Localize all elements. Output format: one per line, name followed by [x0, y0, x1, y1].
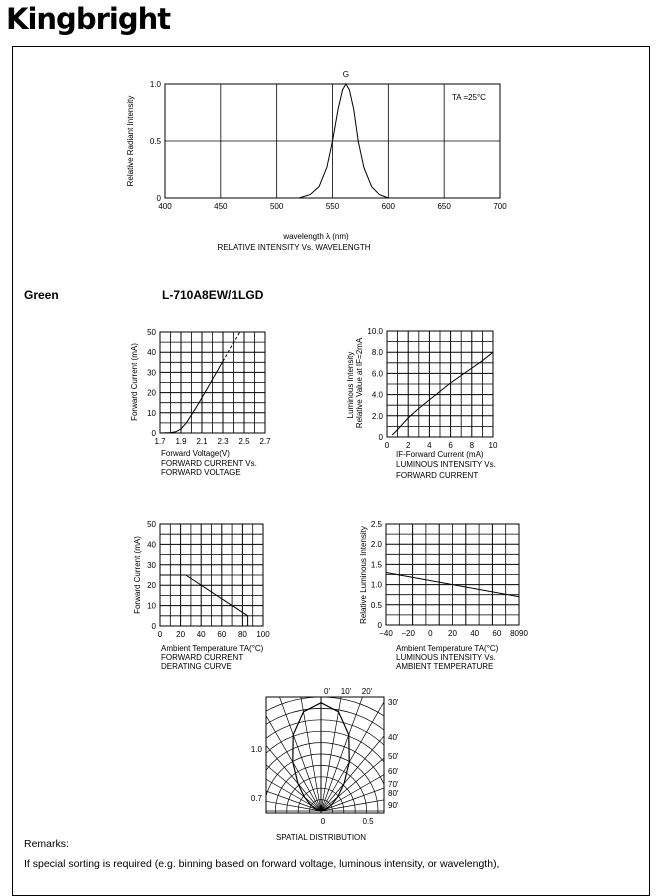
- spatial-radial-line: [321, 623, 389, 811]
- lum-temp-caption-1: LUMINOUS INTENSITY Vs.: [396, 653, 496, 662]
- lum_current-ytick-label: 4.0: [371, 390, 383, 400]
- iv-ylabel: Forward Current (mA): [130, 343, 139, 421]
- spectrum-xtick-label: 400: [158, 202, 172, 211]
- spectrum-ytick-label: 1.0: [149, 80, 161, 89]
- iv-caption-2: FORWARD VOLTAGE: [161, 468, 241, 477]
- spectrum-ytick-label: 0: [156, 194, 161, 203]
- spectrum-xtick-label: 600: [381, 202, 396, 211]
- lum_current-xtick-label: 8: [469, 441, 475, 450]
- spatial-angle-label: 70': [388, 780, 399, 789]
- derating-xtick-label: 20: [176, 630, 186, 639]
- spatial-radial-label: 1.0: [250, 745, 262, 754]
- lum_current-chart: [346, 327, 498, 480]
- spatial-angle-label: 90': [388, 801, 399, 810]
- derating-ytick-label: 50: [147, 520, 156, 529]
- spatial-radial-line: [148, 711, 321, 811]
- lum-temp-ylabel: Relative Luminous Intensity: [359, 526, 368, 624]
- spectrum-xtick-label: 450: [214, 202, 228, 211]
- iv-ytick-label: 40: [147, 348, 156, 358]
- lum_temp-ytick-label: 0.5: [370, 600, 382, 610]
- derating-ytick-label: 20: [147, 581, 156, 591]
- lum_current-ytick-label: 0: [378, 433, 383, 442]
- derating-ytick-label: 0: [151, 622, 156, 631]
- lum_temp-xtick-label: 40: [470, 629, 480, 638]
- derating-xtick-label: 40: [196, 630, 206, 639]
- spatial-angle-label: 40': [388, 733, 399, 742]
- spatial-frame: [266, 697, 384, 813]
- lum_current-xtick-label: 4: [427, 441, 432, 450]
- spatial-radial-line: [321, 711, 494, 811]
- spectrum-xlabel: wavelength λ (nm): [283, 232, 349, 241]
- spatial-angle-label: 60': [388, 767, 399, 776]
- iv-xtick-label: 1.9: [175, 437, 187, 446]
- iv-ytick-label: 50: [147, 328, 156, 337]
- lum-current-ylabel-2: Relative Value at IF=2mA: [355, 337, 364, 429]
- remarks-title: Remarks:: [24, 838, 69, 850]
- spectrum-xtick-label: 550: [325, 202, 340, 211]
- lum_temp-ytick-label: 0: [377, 621, 382, 630]
- lum_current-ytick-label: 10.0: [367, 327, 383, 336]
- iv-xtick-label: 2.3: [217, 437, 229, 446]
- spatial-angle-label: 80': [388, 789, 399, 798]
- iv-ytick-label: 10: [147, 408, 156, 418]
- iv-series-line: [223, 332, 240, 361]
- derating-xtick-label: 0: [157, 630, 163, 639]
- derating-series-line: [160, 575, 248, 626]
- derating-xtick-label: 100: [256, 630, 270, 639]
- derating-xtick-label: 80: [237, 630, 247, 639]
- iv-xlabel: Forward Voltage(V): [161, 449, 230, 458]
- spectrum-annotation: TA =25°C: [452, 93, 486, 102]
- iv-ytick-label: 0: [151, 429, 156, 438]
- lum_temp-ytick-label: 1.0: [370, 580, 382, 590]
- lum-temp-caption-2: AMBIENT TEMPERATURE: [396, 662, 494, 671]
- lum_temp-ytick-label: 1.5: [370, 560, 382, 570]
- lum_current-xtick-label: 10: [488, 441, 498, 450]
- iv-xtick-label: 2.5: [238, 437, 250, 446]
- derating-ylabel: Forward Current (mA): [133, 536, 142, 614]
- spectrum-xtick-label: 650: [437, 202, 451, 211]
- spatial-angle-label: 10': [340, 687, 352, 696]
- iv-chart: [130, 328, 271, 477]
- spectrum-ylabel: Relative Radiant Intensity: [126, 95, 135, 187]
- lum-current-caption-2: FORWARD CURRENT: [396, 471, 479, 480]
- iv-ytick-label: 30: [147, 368, 156, 378]
- lum-current-xlabel: IF-Forward Current (mA): [396, 450, 484, 459]
- spectrum-xtick-label: 500: [269, 202, 284, 211]
- lum_temp-xtick-label: −40: [379, 629, 393, 638]
- spatial-angle-label: 50': [388, 752, 399, 761]
- spatial-angle-label: 30': [388, 698, 399, 707]
- lum_temp-xtick-label: 60: [492, 629, 502, 638]
- color-name: Green: [24, 288, 59, 302]
- spectrum-ytick-label: 0.5: [149, 137, 161, 146]
- lum_current-xtick-label: 6: [448, 441, 453, 450]
- spatial-radial-line: [321, 658, 450, 811]
- remarks-line-1: If special sorting is required (e.g. binning based on forward voltage, luminous intensity, or wavelength),: [24, 858, 500, 870]
- lum_temp-xtick-label: 8090: [510, 629, 528, 638]
- iv-caption-1: FORWARD CURRENT Vs.: [161, 459, 257, 468]
- spatial-caption: SPATIAL DISTRIBUTION: [275, 833, 367, 842]
- lum_current-series-line: [392, 352, 493, 435]
- spectrum-chart: [126, 70, 507, 252]
- lum-temp-xlabel: Ambient Temperature TA(°C): [396, 644, 499, 653]
- lum_current-xtick-label: 2: [405, 441, 411, 450]
- derating-ytick-label: 30: [147, 560, 156, 570]
- lum_temp-ytick-label: 2.5: [370, 520, 382, 529]
- spatial-radial-line: [192, 658, 321, 811]
- spectrum-xtick-label: 700: [493, 202, 507, 211]
- spatial-angle-label: 0': [324, 687, 330, 696]
- spatial-angle-label: 20': [361, 687, 373, 696]
- lum_current-ytick-label: 2.0: [371, 411, 383, 421]
- derating-xlabel: Ambient Temperature TA(°C): [161, 644, 264, 653]
- iv-ytick-label: 20: [147, 388, 156, 398]
- spatial-radial-label: 0.7: [250, 794, 262, 803]
- lum-current-ylabel: Luminous Intensity: [346, 351, 355, 419]
- derating-caption-1: FORWARD CURRENT: [161, 653, 244, 662]
- lum_current-xtick-label: 0: [384, 441, 390, 450]
- lum_current-ytick-label: 8.0: [371, 348, 383, 358]
- derating-chart: [133, 520, 270, 671]
- spectrum-caption: RELATIVE INTENSITY Vs. WAVELENGTH: [217, 243, 371, 252]
- derating-ytick-label: 10: [147, 601, 156, 611]
- spatial-radial-label: 0: [320, 817, 326, 826]
- lum_temp-xtick-label: −20: [401, 629, 415, 638]
- iv-xtick-label: 1.7: [154, 437, 166, 446]
- derating-caption-2: DERATING CURVE: [161, 662, 232, 671]
- lum_temp-ytick-label: 2.0: [370, 540, 382, 550]
- lum_current-ytick-label: 6.0: [371, 369, 383, 379]
- lum_temp-chart: [359, 520, 528, 671]
- spatial-radial-label: 0.5: [362, 817, 374, 826]
- spectrum-peak-label: G: [342, 70, 350, 79]
- part-number: L-710A8EW/1LGD: [162, 288, 264, 302]
- lum-current-caption-1: LUMINOUS INTENSITY Vs.: [396, 460, 496, 469]
- iv-xtick-label: 2.7: [259, 437, 271, 446]
- derating-ytick-label: 40: [147, 540, 156, 550]
- lum_temp-xtick-label: 0: [428, 629, 433, 638]
- iv-xtick-label: 2.1: [196, 437, 208, 446]
- brand-logo: Kingbright: [6, 2, 171, 36]
- derating-xtick-label: 60: [217, 630, 227, 639]
- lum_temp-xtick-label: 20: [448, 629, 457, 638]
